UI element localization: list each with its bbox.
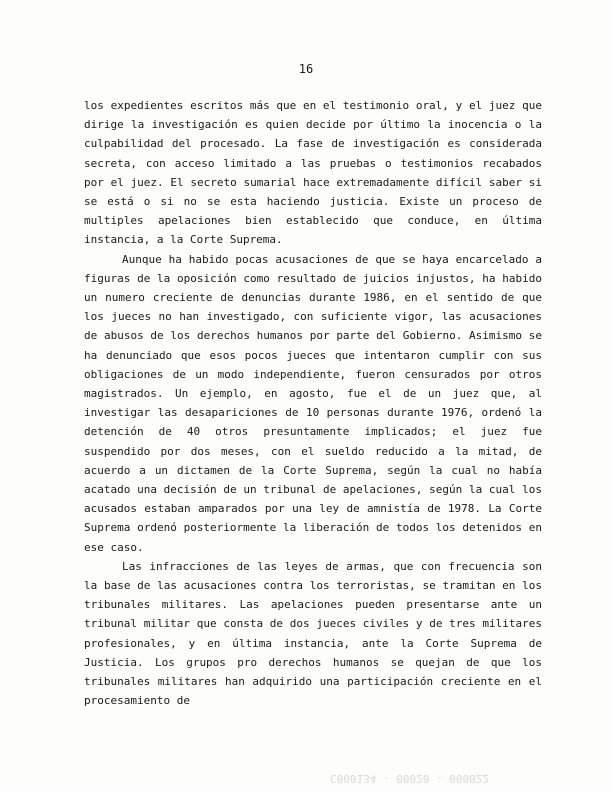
body-text <box>84 96 542 711</box>
paragraph-1: los expedientes escritos más que en el testimonio oral, y el juez que dirige la investigación es quien decide por último la inocencia o la culpabilidad del procesado. La fase de investigación es considerada secreta, con acceso limitado a las pruebas o testimonios recabados por el juez. El secreto sumarial hace extremadamente difícil saber si se está o si no se esta haciendo justicia. Existe un proceso de multiples apelaciones bien establecido que conduce, en última instancia, a la Corte Suprema. <box>84 99 542 247</box>
paragraph-2: Aunque ha habido pocas acusaciones de que se haya encarcelado a figuras de la oposición como resultado de juicios injustos, ha habido un numero creciente de denuncias durante 1986, en el sentido de que los jueces no han investigado, con suficiente vigor, las acusaciones de abusos de los derechos humanos por parte del Gobierno. Asimismo se ha denunciado que esos pocos jueces que intentaron cumplir con sus obligaciones de un modo independiente, fueron censurados por otros magistrados. Un ejemplo, en agosto, fue el de un juez que, al investigar las desapariciones de 10 personas durante 1976, ordenó la detención de 40 otros presuntamente implicados; el juez fue suspendido por dos meses, con el sueldo reducido a la mitad, de acuerdo a un dictamen de la Corte Suprema, según la cual no había acatado una decisión de un tribunal de apelaciones, según la cual los acusados estaban amparados por una ley de amnistía de 1978. La Corte Suprema ordenó posteriormente la liberación de todos los detenidos en ese caso. <box>84 252 542 554</box>
page-number: 16 <box>298 62 314 76</box>
paragraph-3: Las infracciones de las leyes de armas, que con frecuencia son la base de las acusaciones contra los terroristas, se tramitan en los tribunales militares. Las apelaciones pueden presentarse ante un tribunal militar que consta de dos jueces civiles y de tres militares profesionales, y en última instancia, ante la Corte Suprema de Justicia. Los grupos pro derechos humanos se quejan de que los tribunales militares han adquirido una participación creciente en el procesamiento de <box>84 559 542 708</box>
bleed-through-stamp: C000134 - 00020 - 000022 <box>330 772 489 785</box>
